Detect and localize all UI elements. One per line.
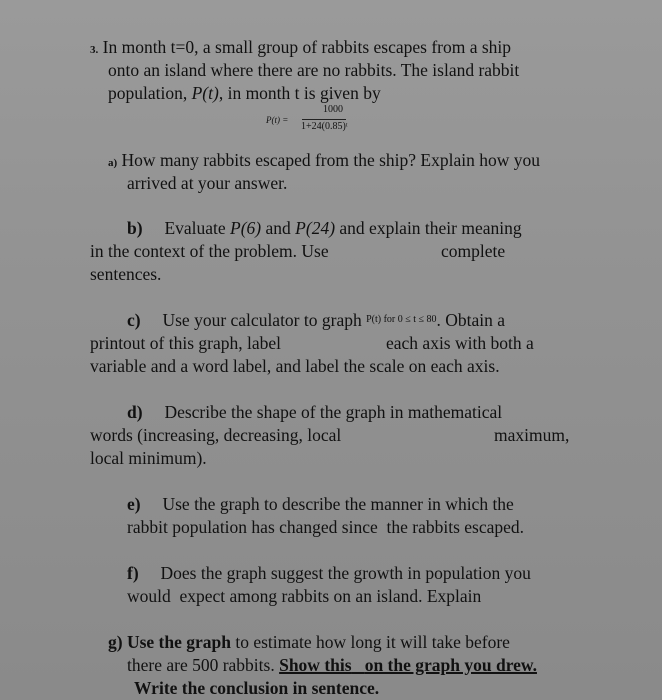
question-b-line-3: sentences. xyxy=(90,264,162,284)
formula-lhs: P(t) = xyxy=(266,115,289,125)
question-b-line-2b: complete xyxy=(441,241,506,261)
question-d-line-3: local minimum). xyxy=(90,448,207,468)
graph-domain-inline: P(t) for 0 ≤ t ≤ 80 xyxy=(366,314,437,325)
fraction-bar xyxy=(302,119,346,120)
on-graph-emphasis: on the graph you drew. xyxy=(364,655,537,675)
problem-number: 3. xyxy=(90,44,99,56)
question-f-line-1: f) Does the graph suggest the growth in population you xyxy=(127,563,531,583)
show-this-emphasis: Show this xyxy=(279,655,352,675)
question-d-line-2a: words (increasing, decreasing, local xyxy=(90,425,342,445)
question-g-line-1: g) Use the graph to estimate how long it will take before xyxy=(108,632,510,652)
question-c-line-2a: printout of this graph, label xyxy=(90,333,282,353)
question-d-label: d) xyxy=(127,402,143,422)
problem-intro-line-2: onto an island where there are no rabbits. The island rabbit xyxy=(108,60,520,80)
question-c-line-3: variable and a word label, and label the scale on each axis. xyxy=(90,356,500,376)
question-b-line-2a: in the context of the problem. Use xyxy=(90,241,329,261)
question-f-line-2: would expect among rabbits on an island. Explain xyxy=(127,586,482,606)
question-b-line-1: b) Evaluate P(6) and P(24) and explain their meaning xyxy=(127,218,522,238)
question-g-label: g) xyxy=(108,632,123,652)
question-a-line-2: arrived at your answer. xyxy=(127,173,288,193)
formula-numerator: 1000 xyxy=(323,104,343,115)
question-c-line-1: c) Use your calculator to graph $^{P(t) for 0 \le t \le 80}$. Obtain a xyxy=(127,310,506,330)
problem-intro-line-3: population, P(t), in month t is given by xyxy=(108,83,381,103)
question-g-line-3: Write the conclusion in sentence. xyxy=(134,678,380,698)
question-a-line-1: a) How many rabbits escaped from the ship? Explain how you xyxy=(108,150,540,170)
question-e-line-2: rabbit population has changed since the rabbits escaped. xyxy=(127,517,525,537)
question-d-line-2b: maximum, xyxy=(494,425,570,445)
question-e-label: e) xyxy=(127,494,141,514)
question-g-line-2: there are 500 rabbits. Show this on the graph you drew. xyxy=(127,655,537,675)
question-d-line-1: d) Describe the shape of the graph in mathematical xyxy=(127,402,503,422)
question-b-label: b) xyxy=(127,218,143,238)
question-c-line-2b: each axis with both a xyxy=(386,333,534,353)
formula-denominator: 1+24(0.85)ᵗ xyxy=(301,121,348,132)
question-a-label: a) xyxy=(108,157,118,169)
question-f-label: f) xyxy=(127,563,139,583)
problem-intro-line-1: 3. In month t=0, a small group of rabbits escapes from a ship xyxy=(90,37,512,57)
question-e-line-1: e) Use the graph to describe the manner in which the xyxy=(127,494,514,514)
question-c-label: c) xyxy=(127,310,141,330)
